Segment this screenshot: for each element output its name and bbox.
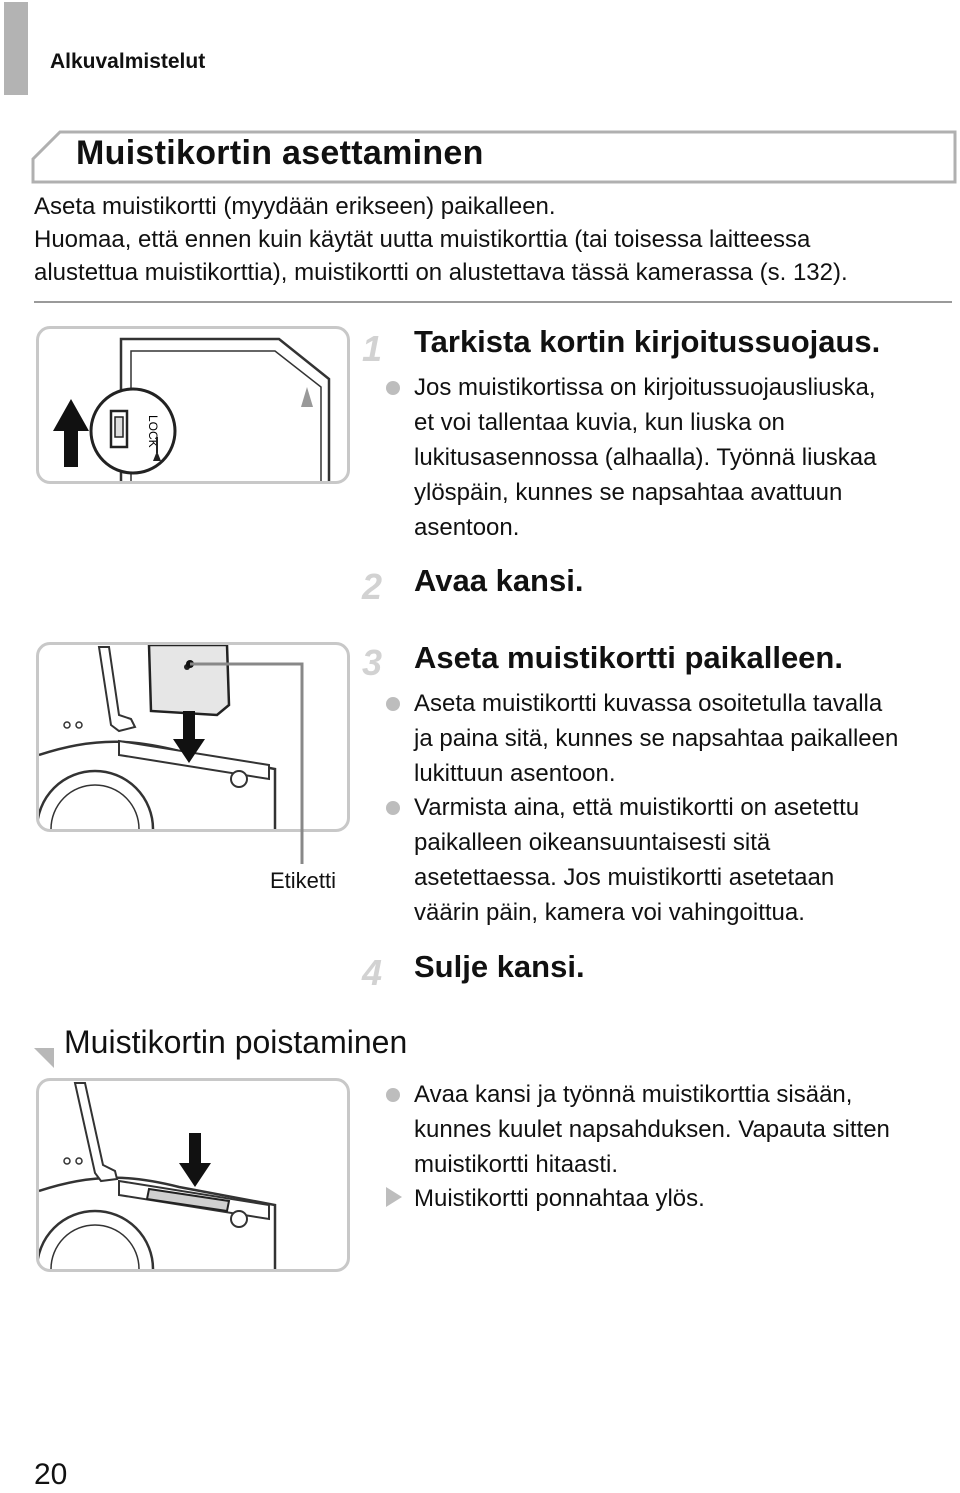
- remove-card-illustration: [36, 1078, 350, 1272]
- step-3-bullet-1: [414, 686, 959, 791]
- bullet-icon: [386, 381, 400, 395]
- label-etiketti: Etiketti: [270, 868, 337, 893]
- divider: [34, 301, 952, 303]
- step-number: 2: [362, 566, 383, 607]
- step-title: Tarkista kortin kirjoitussuojaus.: [414, 324, 881, 359]
- step-1-text: [414, 370, 959, 545]
- page-title: Muistikortin asettaminen: [76, 134, 484, 172]
- text-line: Aseta muistikortti kuvassa osoitetulla tavalla: [414, 690, 883, 717]
- text-line: väärin päin, kamera voi vahingoittua.: [414, 899, 805, 926]
- text-line: lukitusasennossa (alhaalla). Työnnä liuskaa: [414, 444, 877, 471]
- step-number: 4: [362, 952, 383, 993]
- text-line: et voi tallentaa kuvia, kun liuska on: [414, 409, 785, 436]
- text-line: lukittuun asentoon.: [414, 760, 616, 787]
- text-line: Avaa kansi ja työnnä muistikorttia sisään,: [414, 1081, 853, 1108]
- section-label: Alkuvalmistelut: [50, 50, 206, 73]
- step-title: Aseta muistikortti paikalleen.: [414, 640, 843, 675]
- section-corner-icon: [34, 1048, 54, 1068]
- text-line: ja paina sitä, kunnes se napsahtaa paikalleen: [414, 725, 899, 752]
- text-line: kunnes kuulet napsahduksen. Vapauta sitten: [414, 1116, 890, 1143]
- removal-result: Muistikortti ponnahtaa ylös.: [414, 1185, 705, 1212]
- down-arrow-icon: [177, 1133, 213, 1189]
- text-line: asetettaessa. Jos muistikortti asetetaan: [414, 864, 835, 891]
- text-line: Varmista aina, että muistikortti on asetettu: [414, 794, 860, 821]
- intro-line: Huomaa, että ennen kuin käytät uutta muistikorttia (tai toisessa laitteessa: [34, 226, 811, 253]
- text-line: ylöspäin, kunnes se napsahtaa avattuun: [414, 479, 843, 506]
- removal-heading: Muistikortin poistaminen: [64, 1024, 408, 1060]
- page-number: 20: [34, 1458, 68, 1491]
- step-title: Avaa kansi.: [414, 563, 584, 598]
- bullet-icon: [386, 697, 400, 711]
- up-arrow-icon: [51, 397, 91, 469]
- step-number: 1: [362, 328, 383, 369]
- text-line: muistikortti hitaasti.: [414, 1151, 619, 1178]
- section-tab-marker: [4, 2, 28, 95]
- step-3-bullet-2: [414, 790, 959, 930]
- intro-text: [34, 190, 934, 289]
- text-line: asentoon.: [414, 514, 520, 541]
- result-arrow-icon: [386, 1187, 402, 1207]
- lock-text: LOCK: [146, 415, 160, 448]
- bullet-icon: [386, 801, 400, 815]
- removal-bullet: [414, 1077, 959, 1182]
- bullet-icon: [386, 1088, 400, 1102]
- step-number: 3: [362, 642, 383, 683]
- intro-line: alustettua muistikorttia), muistikortti on alustettava tässä kamerassa (s. 132).: [34, 259, 848, 286]
- text-line: Jos muistikortissa on kirjoitussuojausliuska,: [414, 374, 876, 401]
- intro-line: Aseta muistikortti (myydään erikseen) paikalleen.: [34, 193, 556, 220]
- label-leader-line: [186, 658, 306, 868]
- step-title: Sulje kansi.: [414, 949, 585, 984]
- write-protect-illustration: [36, 326, 350, 484]
- text-line: paikalleen oikeansuuntaisesti sitä: [414, 829, 771, 856]
